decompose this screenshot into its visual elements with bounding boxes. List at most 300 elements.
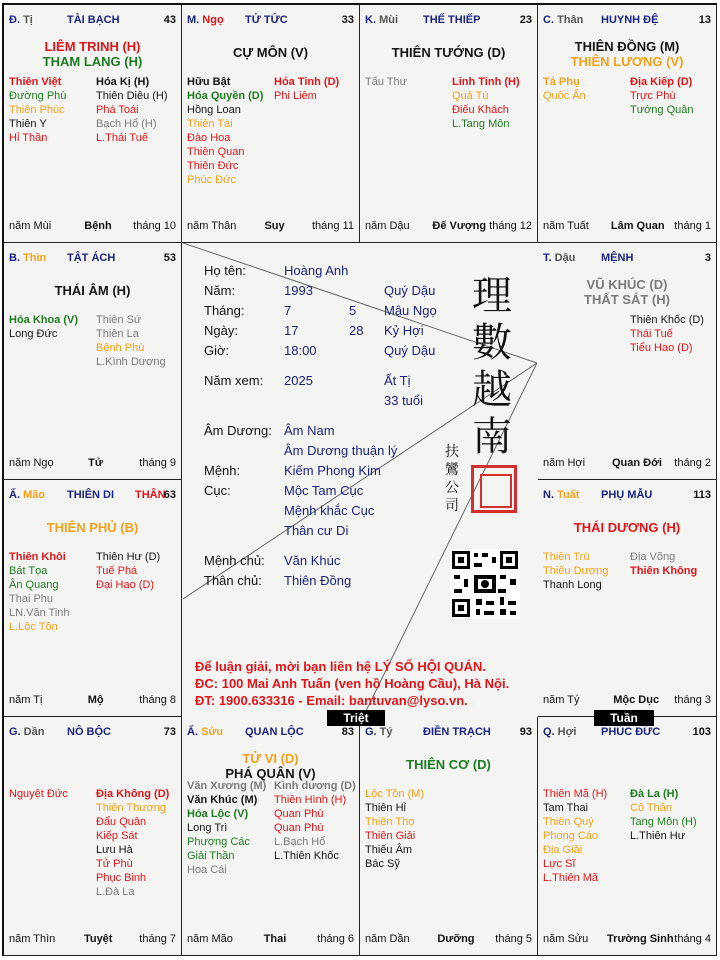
palace-footer (187, 220, 354, 233)
palace-number: 103 (692, 726, 711, 738)
palace-number: 3 (704, 252, 711, 264)
palace-footer (9, 933, 176, 946)
main-stars (360, 757, 537, 772)
palace-position (543, 14, 583, 26)
amduong-label: Âm Dương: (204, 423, 272, 438)
minor-star: Phượng Các (187, 836, 250, 848)
heavenly-stem: M. (187, 14, 203, 26)
heavenly-stem: G. (9, 726, 24, 738)
main-stars (538, 39, 716, 69)
palace-number: 83 (341, 726, 354, 738)
minor-star: Thiên Hư (D) (96, 551, 161, 563)
minor-star: Giải Thần (187, 850, 235, 862)
heavenly-stem: N. (543, 489, 558, 501)
palace-footer (187, 933, 354, 946)
minor-stars-column (365, 75, 451, 89)
palace-cell (360, 717, 538, 956)
palace-name: NÔ BỘC (67, 726, 111, 738)
minor-star: Thiên Khôi (9, 551, 66, 563)
palace-position (9, 489, 45, 501)
earthly-branch: Mão (23, 489, 46, 501)
qr-code-icon (450, 549, 520, 619)
minor-star: Thiên Khốc (D) (630, 314, 704, 326)
hour-value: 18:00 (284, 343, 317, 358)
minor-star: Hóa Kị (H) (96, 76, 150, 88)
minor-star: Quả Tú (452, 90, 489, 102)
main-star: TỬ VI (D) (242, 751, 299, 766)
menhchu-label: Mệnh chủ: (204, 553, 265, 568)
palace-year: năm Hợi (543, 457, 586, 469)
minor-star: L.Thái Tuế (96, 132, 148, 144)
life-stage: Thai (263, 933, 287, 945)
minor-star: Hỏa Tinh (D) (274, 76, 340, 88)
minor-star: Thanh Long (543, 579, 602, 591)
main-star: VŨ KHÚC (D) (586, 277, 668, 292)
thanchu-label: Thân chủ: (204, 573, 262, 588)
heavenly-stem: Ấ. (187, 726, 202, 738)
palace-year: năm Mão (187, 933, 233, 945)
palace-month: tháng 9 (139, 457, 176, 469)
calligraphy-char: 數 (472, 320, 512, 366)
seal-char: 公 (445, 480, 459, 496)
minor-star: Tuế Phá (96, 565, 138, 577)
minor-star: Linh Tinh (H) (452, 76, 520, 88)
palace-name: PHÚC ĐỨC (601, 726, 661, 738)
minor-star: L.Thiên Mã (543, 872, 599, 884)
earthly-branch: Sửu (201, 726, 224, 738)
earthly-branch: Tị (23, 14, 33, 26)
day-label: Ngày: (204, 323, 238, 338)
palace-cell (4, 243, 182, 480)
minor-star: Địa Không (D) (96, 788, 170, 800)
minor-stars-column (9, 787, 95, 801)
palace-header (187, 726, 354, 740)
minor-star: L.Thiên Khốc (274, 850, 339, 862)
minor-stars-column (9, 550, 95, 634)
palace-header (543, 489, 711, 503)
palace-year: năm Thân (187, 220, 237, 232)
minor-star: Nguyệt Đức (9, 788, 68, 800)
palace-month: tháng 12 (489, 220, 532, 232)
cuc-value: Mộc Tam Cục (284, 483, 364, 498)
palace-month: tháng 5 (495, 933, 532, 945)
palace-number: 63 (163, 489, 176, 501)
minor-star: Thái Tuế (630, 328, 673, 340)
earthly-branch: Mùi (379, 14, 399, 26)
main-star: THAM LANG (H) (42, 54, 143, 69)
month-lunar-num: 5 (349, 303, 357, 318)
main-stars (538, 277, 716, 307)
life-stage: Quan Đới (612, 457, 662, 469)
minor-star: Cô Thần (630, 802, 672, 814)
minor-star: Lộc Tồn (M) (365, 788, 425, 800)
palace-header (9, 726, 176, 740)
view-year: 2025 (284, 373, 313, 388)
year-lunar: Quý Dậu (384, 283, 436, 298)
palace-cell (538, 5, 717, 243)
minor-stars-column (96, 787, 182, 899)
minor-star: Hồng Loan (187, 104, 241, 116)
earthly-branch: Dần (23, 726, 45, 738)
palace-month: tháng 10 (133, 220, 176, 232)
palace-number: 113 (693, 489, 711, 501)
minor-star: Hóa Quyền (D) (187, 90, 264, 102)
main-star: THIÊN PHỦ (B) (46, 520, 139, 535)
amduong-note: Âm Dương thuận lý (284, 443, 398, 458)
minor-star: Thiên Trù (543, 551, 590, 563)
minor-stars-column (630, 313, 716, 355)
minor-star: Đường Phù (9, 90, 67, 102)
palace-name: MỆNH (601, 252, 634, 264)
palace-year: năm Thìn (9, 933, 56, 945)
year-label: Năm: (204, 283, 236, 298)
center-info-panel (183, 243, 537, 717)
minor-star: Tướng Quân (630, 104, 694, 116)
minor-star: Phục Binh (96, 872, 147, 884)
palace-number: 73 (163, 726, 176, 738)
palace-name: TỬ TỨC (245, 14, 288, 26)
month-label: Tháng: (204, 303, 245, 318)
main-star: LIÊM TRINH (H) (44, 39, 141, 54)
minor-stars-column (543, 787, 629, 885)
main-star: THIÊN TƯỚNG (D) (391, 45, 506, 60)
palace-position (365, 726, 393, 738)
minor-star: Thiên Đức (187, 160, 239, 172)
palace-year: năm Tị (9, 694, 43, 706)
life-stage: Mộ (87, 694, 104, 706)
day-solar: 17 (284, 323, 299, 338)
palace-number: 93 (519, 726, 532, 738)
minor-star: Phúc Đức (187, 174, 236, 186)
life-stage: Dưỡng (437, 933, 475, 945)
minor-star: Thiên Hỉ (365, 802, 406, 814)
menh-label: Mệnh: (204, 463, 241, 478)
minor-star: Bác Sỹ (365, 858, 400, 870)
palace-position (543, 726, 577, 738)
earthly-branch: Tý (379, 726, 393, 738)
palace-name: THIÊN DI (67, 489, 115, 501)
palace-footer (9, 457, 176, 470)
life-stage: Đế Vượng (432, 220, 487, 232)
seal-char: 鸞 (445, 462, 459, 478)
menhchu-value: Văn Khúc (284, 553, 341, 568)
heavenly-stem: Đ. (9, 14, 24, 26)
than-position: Thân cư Di (284, 523, 349, 538)
palace-name: HUYNH ĐỆ (601, 14, 659, 26)
palace-month: tháng 4 (674, 933, 711, 945)
earthly-branch: Hợi (557, 726, 577, 738)
seal-char: 扶 (445, 444, 459, 460)
main-stars (538, 520, 716, 535)
main-star: THÁI ÂM (H) (54, 283, 131, 298)
palace-year: năm Tý (543, 694, 580, 706)
palace-position (365, 14, 398, 26)
age: 33 tuổi (384, 393, 424, 408)
earthly-branch: Thìn (23, 252, 47, 264)
palace-position (543, 252, 575, 264)
minor-star: Hoa Cái (187, 864, 227, 876)
minor-star: Thiên La (96, 328, 139, 340)
year-solar: 1993 (284, 283, 313, 298)
heavenly-stem: T. (543, 252, 555, 264)
minor-star: Điếu Khách (452, 104, 509, 116)
palace-position (9, 14, 33, 26)
minor-star: Long Trì (187, 822, 228, 834)
palace-year: năm Sửu (543, 933, 589, 945)
palace-header (543, 14, 711, 28)
palace-footer (543, 694, 711, 707)
minor-star: Tấu Thư (365, 76, 408, 88)
hour-lunar: Quý Dậu (384, 343, 436, 358)
cuc-note: Mệnh khắc Cục (284, 503, 375, 518)
palace-header (9, 252, 176, 266)
minor-star: L.Bạch Hổ (274, 836, 326, 848)
palace-header (187, 14, 354, 28)
palace-number: 13 (698, 14, 711, 26)
amduong-value: Âm Nam (284, 423, 335, 438)
minor-star: Tang Môn (H) (630, 816, 697, 828)
main-star: PHÁ QUÂN (V) (225, 766, 316, 781)
palace-month: tháng 11 (311, 220, 354, 232)
minor-star: Thiên Thọ (365, 816, 415, 828)
minor-star: Thiên Quan (187, 146, 245, 158)
minor-stars-column (274, 779, 360, 863)
palace-cell (4, 717, 182, 956)
palace-year: năm Dần (365, 933, 410, 945)
minor-star: Hữu Bật (187, 76, 231, 88)
main-stars (360, 45, 537, 60)
life-stage: Tử (88, 457, 103, 469)
minor-star: Thiên Phúc (9, 104, 65, 116)
palace-position (9, 252, 46, 264)
minor-stars-column (9, 313, 95, 341)
calligraphy-char: 越 (472, 367, 512, 413)
minor-star: Thiên Mã (H) (543, 788, 608, 800)
name-value: Hoàng Anh (284, 263, 349, 278)
contact-line: Để luận giải, mời bạn liên hệ LÝ SỐ HỘI QUÁN. (195, 659, 486, 674)
minor-star: Phi Liêm (274, 90, 317, 102)
palace-month: tháng 1 (674, 220, 711, 232)
minor-star: Thiếu Dương (543, 565, 609, 577)
minor-stars-column (543, 550, 629, 592)
palace-month: tháng 8 (139, 694, 176, 706)
life-stage: Tuyệt (83, 933, 113, 945)
minor-star: Lưu Hà (96, 844, 133, 856)
minor-star: Thiên Giải (365, 830, 416, 842)
palace-position (543, 489, 579, 501)
life-stage: Suy (264, 220, 285, 232)
minor-star: Thiên Y (9, 118, 47, 130)
minor-star: Quan Phù (274, 808, 324, 820)
palace-month: tháng 2 (674, 457, 711, 469)
palace-cell (538, 480, 717, 717)
heavenly-stem: B. (9, 252, 24, 264)
minor-star: Thiên Quý (543, 816, 594, 828)
minor-star: Thiên Sứ (96, 314, 142, 326)
minor-stars-column (452, 75, 538, 131)
palace-footer (365, 220, 532, 233)
hour-label: Giờ: (204, 343, 230, 358)
heavenly-stem: C. (543, 14, 558, 26)
palace-number: 23 (519, 14, 532, 26)
name-label: Họ tên: (204, 263, 246, 278)
earthly-branch: Dậu (554, 252, 576, 264)
cuc-label: Cục: (204, 483, 231, 498)
minor-star: Long Đức (9, 328, 58, 340)
minor-star: Thiên Thương (96, 802, 167, 814)
minor-star: Thiên Không (630, 565, 698, 577)
palace-year: năm Mùi (9, 220, 52, 232)
palace-cell (182, 717, 360, 956)
minor-stars-column (365, 787, 451, 871)
palace-footer (9, 220, 176, 233)
minor-star: Lực Sĩ (543, 858, 576, 870)
palace-year: năm Dậu (365, 220, 410, 232)
minor-star: Thiếu Âm (365, 844, 413, 856)
minor-star: Kình dương (D) (274, 780, 356, 792)
minor-star: Hóa Lộc (V) (187, 808, 249, 820)
palace-name: THẾ THIẾP (423, 14, 481, 26)
earthly-branch: Thân (557, 14, 584, 26)
minor-star: L.Kình Dương (96, 356, 166, 368)
minor-star: Hỉ Thần (9, 132, 48, 144)
palace-header (365, 726, 532, 740)
palace-name: ĐIỀN TRẠCH (423, 726, 491, 738)
minor-star: Thiên Diêu (H) (96, 90, 168, 102)
minor-stars-column (9, 75, 95, 145)
seal-caption (445, 443, 465, 515)
palace-footer (9, 694, 176, 707)
main-stars (182, 45, 359, 60)
minor-stars-column (630, 75, 716, 117)
main-stars (4, 520, 181, 535)
minor-star: L.Tang Môn (452, 118, 510, 130)
minor-stars-column (630, 550, 716, 578)
minor-star: Đà La (H) (630, 788, 679, 800)
palace-month: tháng 3 (674, 694, 711, 706)
minor-star: Thiên Tài (187, 118, 233, 130)
minor-star: Địa Kiếp (D) (630, 76, 693, 88)
minor-star: Phong Cáo (543, 830, 599, 842)
palace-name: PHỤ MẪU (601, 489, 653, 501)
palace-cell (360, 5, 538, 243)
minor-star: Thiên Việt (9, 76, 62, 88)
palace-header (543, 252, 711, 266)
heavenly-stem: G. (365, 726, 380, 738)
palace-month: tháng 6 (317, 933, 354, 945)
palace-header (365, 14, 532, 28)
minor-star: Thiên Hình (H) (274, 794, 347, 806)
minor-star: Tam Thai (543, 802, 589, 814)
minor-star: Đẩu Quân (96, 816, 147, 828)
contact-phone-email: ĐT: 1900.633316 - Email: bantuvan@lyso.vn. (195, 693, 468, 708)
palace-position (187, 14, 224, 26)
life-stage: Lâm Quan (610, 220, 665, 232)
palace-footer (365, 933, 532, 946)
palace-number: 33 (341, 14, 354, 26)
life-stage: Bệnh (84, 220, 112, 232)
heavenly-stem: Q. (543, 726, 558, 738)
main-star: THÁI DƯƠNG (H) (573, 520, 681, 535)
main-star: THIÊN ĐỒNG (M) (574, 39, 680, 54)
minor-stars-column (96, 75, 182, 145)
palace-cell (538, 243, 717, 480)
minor-stars-column (96, 550, 182, 592)
palace-position (187, 726, 223, 738)
minor-stars-column (274, 75, 360, 103)
palace-number: 53 (163, 252, 176, 264)
minor-star: Bệnh Phù (96, 342, 145, 354)
palace-month: tháng 7 (139, 933, 176, 945)
calligraphy-logo (467, 273, 517, 461)
palace-cell (4, 480, 182, 717)
minor-star: Đào Hoa (187, 132, 231, 144)
minor-star: L.Đà La (96, 886, 135, 898)
main-star: THIÊN CƠ (D) (406, 757, 491, 772)
minor-star: Trực Phù (630, 90, 676, 102)
minor-star: Đại Hao (D) (96, 579, 155, 591)
minor-star: L.Thiên Hư (630, 830, 686, 842)
heavenly-stem: K. (365, 14, 380, 26)
palace-header (543, 726, 711, 740)
minor-star: Bạch Hổ (H) (96, 118, 157, 130)
palace-cell (538, 717, 717, 956)
main-stars (182, 751, 359, 781)
thanchu-value: Thiên Đồng (284, 573, 352, 588)
palace-year: năm Ngọ (9, 457, 54, 469)
life-stage: Trường Sinh (607, 933, 674, 945)
view-year-lunar: Ất Tị (384, 373, 411, 388)
palace-name: QUAN LỘC (245, 726, 304, 738)
month-solar: 7 (284, 303, 292, 318)
minor-stars-column (96, 313, 182, 369)
menh-value: Kiếm Phong Kim (284, 463, 381, 478)
minor-star: Địa Giải (543, 844, 583, 856)
minor-star: Văn Khúc (M) (187, 794, 258, 806)
palace-name: TẬT ÁCH (67, 252, 116, 264)
palace-number: 43 (163, 14, 176, 26)
main-stars (4, 39, 181, 69)
minor-star: Phá Toái (96, 104, 139, 116)
calligraphy-char: 南 (472, 414, 512, 460)
minor-star: Tả Phụ (543, 76, 580, 88)
palace-footer (543, 933, 711, 946)
red-seal-stamp-icon (471, 465, 517, 513)
minor-star: LN.Văn Tinh (9, 607, 70, 619)
tuan-marker: Tuần (594, 710, 654, 726)
minor-star: Bát Tọa (9, 565, 48, 577)
earthly-branch: Tuất (557, 489, 580, 501)
minor-stars-column (630, 787, 716, 843)
palace-header (9, 489, 176, 503)
minor-star: Quan Phù (274, 822, 324, 834)
main-stars (4, 283, 181, 298)
minor-star: L.Lộc Tồn (9, 621, 58, 633)
minor-star: Tử Phù (96, 858, 133, 870)
month-lunar: Mậu Ngọ (384, 303, 437, 318)
main-star: CỰ MÔN (V) (232, 45, 309, 60)
minor-star: Hóa Khoa (V) (9, 314, 79, 326)
palace-footer (543, 457, 711, 470)
palace-header (9, 14, 176, 28)
main-star: THIÊN LƯƠNG (V) (570, 54, 684, 69)
minor-star: Quốc Ấn (543, 90, 586, 102)
triet-marker: Triệt (327, 710, 385, 726)
day-lunar-num: 28 (349, 323, 364, 338)
day-lunar: Kỷ Hợi (384, 323, 424, 338)
palace-name: TÀI BẠCH (67, 14, 120, 26)
minor-stars-column (187, 75, 273, 187)
